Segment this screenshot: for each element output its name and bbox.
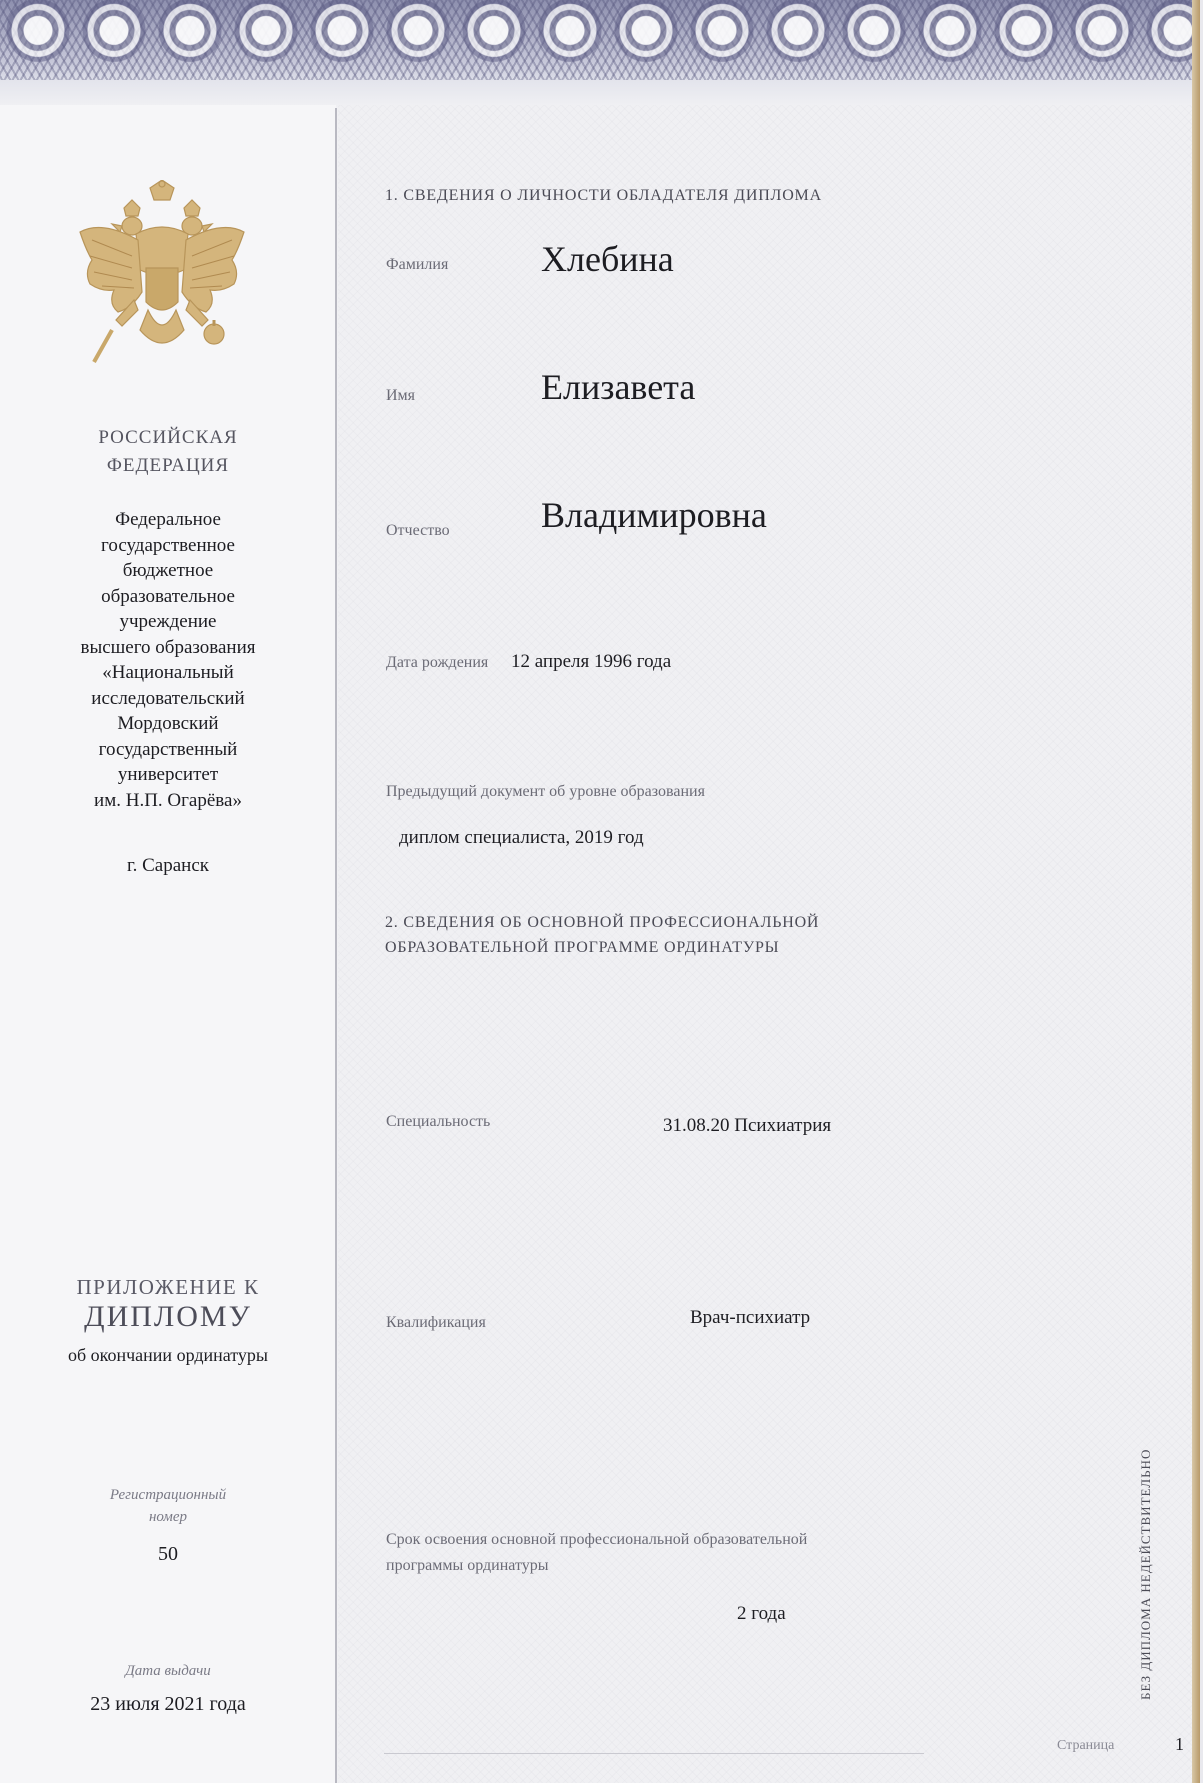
issue-date: 23 июля 2021 года: [90, 1693, 246, 1715]
name-label: Имя: [386, 387, 416, 404]
institution-line: Федеральное: [115, 509, 221, 530]
section-1-title: 1. СВЕДЕНИЯ О ЛИЧНОСТИ ОБЛАДАТЕЛЯ ДИПЛОМА: [385, 187, 822, 204]
registration-number: 50: [158, 1543, 178, 1565]
specialty-label: Специальность: [386, 1113, 491, 1130]
institution-line: высшего образования: [80, 636, 256, 658]
institution-line: Мордовский: [117, 713, 219, 734]
section-2-title-line: ОБРАЗОВАТЕЛЬНОЙ ПРОГРАММЕ ОРДИНАТУРЫ: [385, 939, 780, 956]
surname-value: Хлебина: [541, 239, 674, 279]
band-fade: [0, 80, 1200, 108]
appendix-subtitle: об окончании ординатуры: [68, 1345, 268, 1365]
country-name: [0, 424, 336, 480]
registration-label: [0, 1484, 336, 1528]
registration-label-line: номер: [148, 1509, 188, 1525]
country-name-line: ФЕДЕРАЦИЯ: [106, 455, 230, 476]
issue-date-label: Дата выдачи: [125, 1663, 211, 1679]
institution-line: университет: [117, 764, 219, 785]
city: г. Саранск: [126, 855, 210, 876]
institution-line: бюджетное: [122, 560, 214, 581]
patronymic-value: Владимировна: [541, 495, 767, 535]
institution-line: государственный: [98, 738, 238, 760]
surname-label: Фамилия: [386, 256, 449, 273]
previous-document-value: диплом специалиста, 2019 год: [399, 827, 644, 848]
appendix-title: ПРИЛОЖЕНИЕ К: [76, 1275, 260, 1299]
panel-divider: [335, 108, 337, 1783]
page-label: Страница: [1057, 1738, 1115, 1753]
specialty-value: 31.08.20 Психиатрия: [663, 1115, 832, 1136]
registration-label-line: Регистрационный: [109, 1487, 227, 1503]
footer-rule: [384, 1753, 924, 1754]
previous-document-label: Предыдущий документ об уровне образования: [386, 783, 705, 800]
qualification-label: Квалификация: [386, 1314, 486, 1331]
decorative-guilloche-band: [0, 0, 1200, 92]
institution-name: [0, 507, 336, 813]
birthdate-value: 12 апреля 1996 года: [511, 651, 672, 672]
section-2-title-line: 2. СВЕДЕНИЯ ОБ ОСНОВНОЙ ПРОФЕССИОНАЛЬНОЙ: [385, 914, 820, 931]
patronymic-label: Отчество: [386, 522, 450, 539]
paper-edge: [1192, 0, 1200, 1783]
duration-value: 2 года: [737, 1603, 786, 1624]
section-2-title: [385, 910, 945, 960]
duration-label: [386, 1527, 966, 1579]
double-headed-eagle-emblem-icon: [72, 180, 252, 380]
institution-line: образовательное: [101, 585, 235, 607]
institution-line: им. Н.П. Огарёва»: [94, 789, 242, 811]
page-number: 1: [1175, 1734, 1184, 1754]
institution-line: учреждение: [119, 611, 217, 632]
institution-line: государственное: [101, 534, 235, 556]
birthdate-label: Дата рождения: [386, 654, 489, 671]
institution-line: «Национальный: [102, 662, 234, 683]
appendix-diploma-word: ДИПЛОМУ: [84, 1300, 252, 1333]
duration-label-line: Срок освоения основной профессиональной образовательной: [386, 1531, 808, 1548]
institution-line: исследовательский: [91, 687, 245, 709]
duration-label-line: программы ординатуры: [386, 1557, 549, 1574]
name-value: Елизавета: [541, 367, 696, 407]
qualification-value: Врач-психиатр: [690, 1307, 811, 1328]
country-name-line: РОССИЙСКАЯ: [98, 427, 238, 448]
validity-note-vertical: БЕЗ ДИПЛОМА НЕДЕЙСТВИТЕЛЬНО: [1138, 1448, 1153, 1700]
